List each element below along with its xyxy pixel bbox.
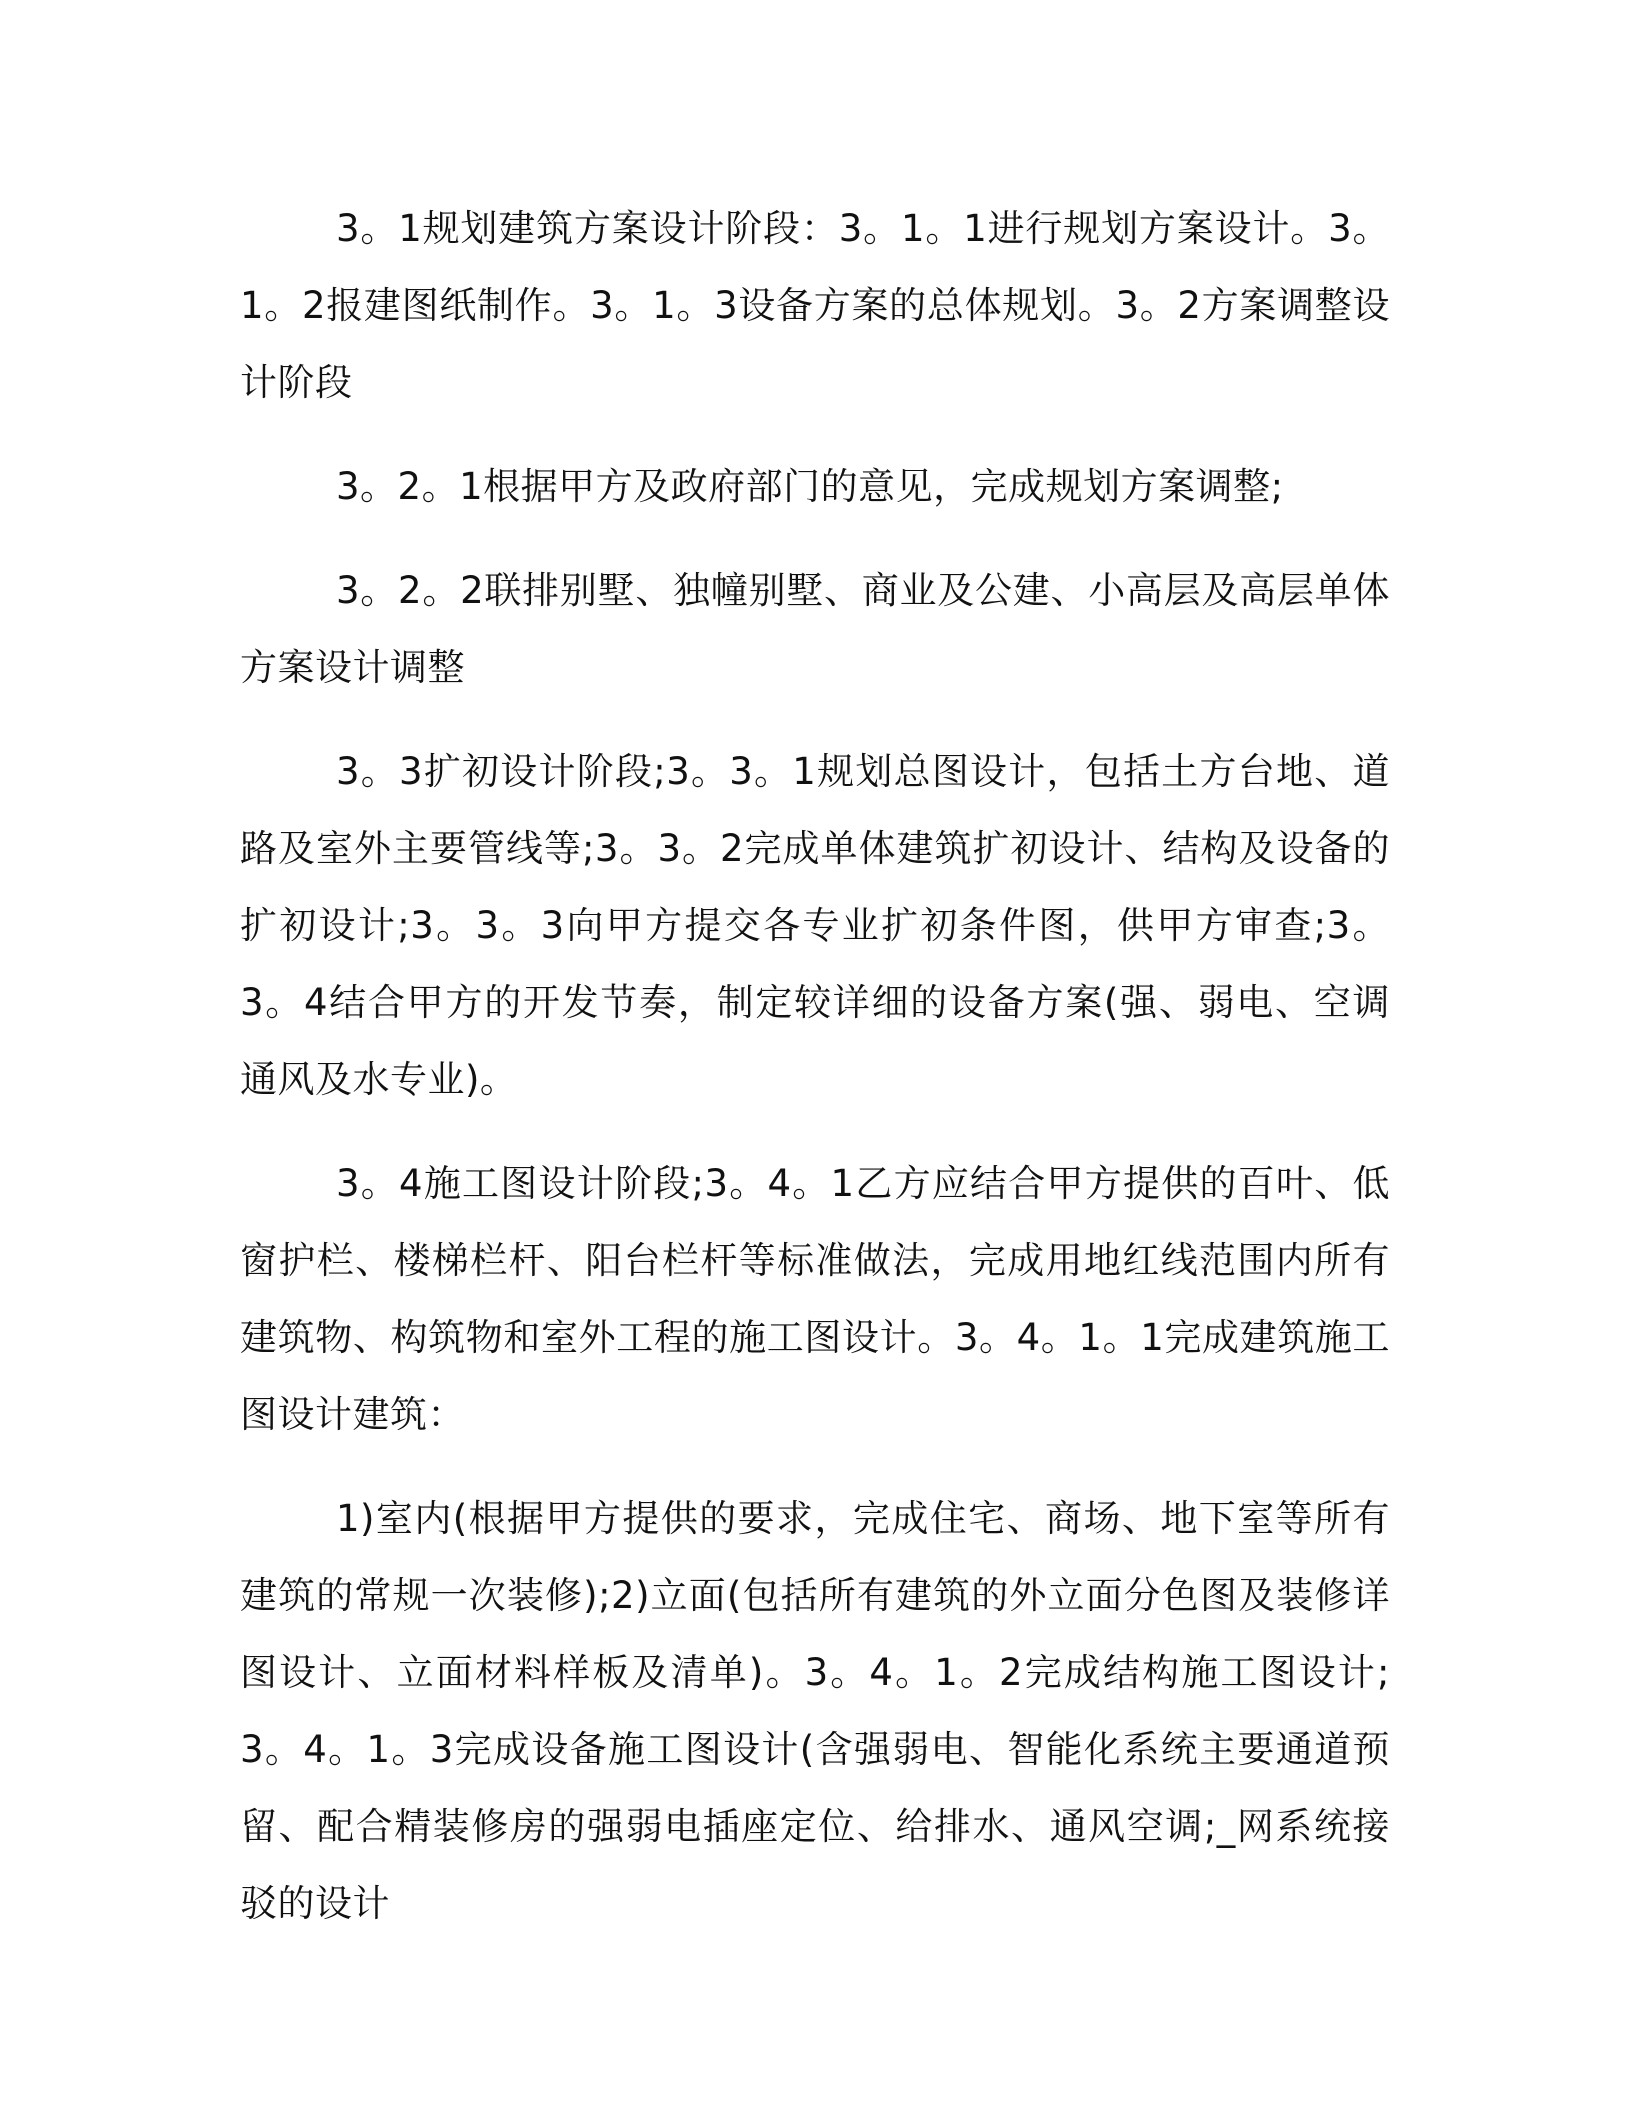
paragraph-interior-facade-design: 1)室内(根据甲方提供的要求，完成住宅、商场、地下室等所有建筑的常规一次装修);2)立面(包括所有建筑的外立面分色图及装修详图设计、立面材料样板及清单)。3。4。1。2完成结构施工图设计;3。4。1。3完成设备施工图设计(含强弱电、智能化系统主要通道预留、配合精装修房的强弱电插座定位、给排水、通风空调;_网系统接驳的设计 (240, 1497, 1390, 1925)
paragraph-construction-drawing-stage: 3。4施工图设计阶段;3。4。1乙方应结合甲方提供的百叶、低窗护栏、楼梯栏杆、阳台栏杆等标准做法，完成用地红线范围内所有建筑物、构筑物和室外工程的施工图设计。3。4。1。1完成建筑施工图设计建筑： (240, 1162, 1390, 1436)
paragraph-villa-scheme-adjustment: 3。2。2联排别墅、独幢别墅、商业及公建、小高层及高层单体方案设计调整 (240, 569, 1390, 689)
paragraph-scheme-adjustment: 3。2。1根据甲方及政府部门的意见，完成规划方案调整; (336, 465, 1284, 508)
paragraph-planning-scheme-stage: 3。1规划建筑方案设计阶段：3。1。1进行规划方案设计。3。1。2报建图纸制作。3。1。3设备方案的总体规划。3。2方案调整设计阶段 (240, 207, 1390, 404)
paragraph-preliminary-design-stage: 3。3扩初设计阶段;3。3。1规划总图设计，包括土方台地、道路及室外主要管线等;3。3。2完成单体建筑扩初设计、结构及设备的扩初设计;3。3。3向甲方提交各专业扩初条件图，供甲方审查;3。3。4结合甲方的开发节奏，制定较详细的设备方案(强、弱电、空调通风及水专业)。 (240, 750, 1390, 1101)
document-body (240, 190, 1390, 1969)
